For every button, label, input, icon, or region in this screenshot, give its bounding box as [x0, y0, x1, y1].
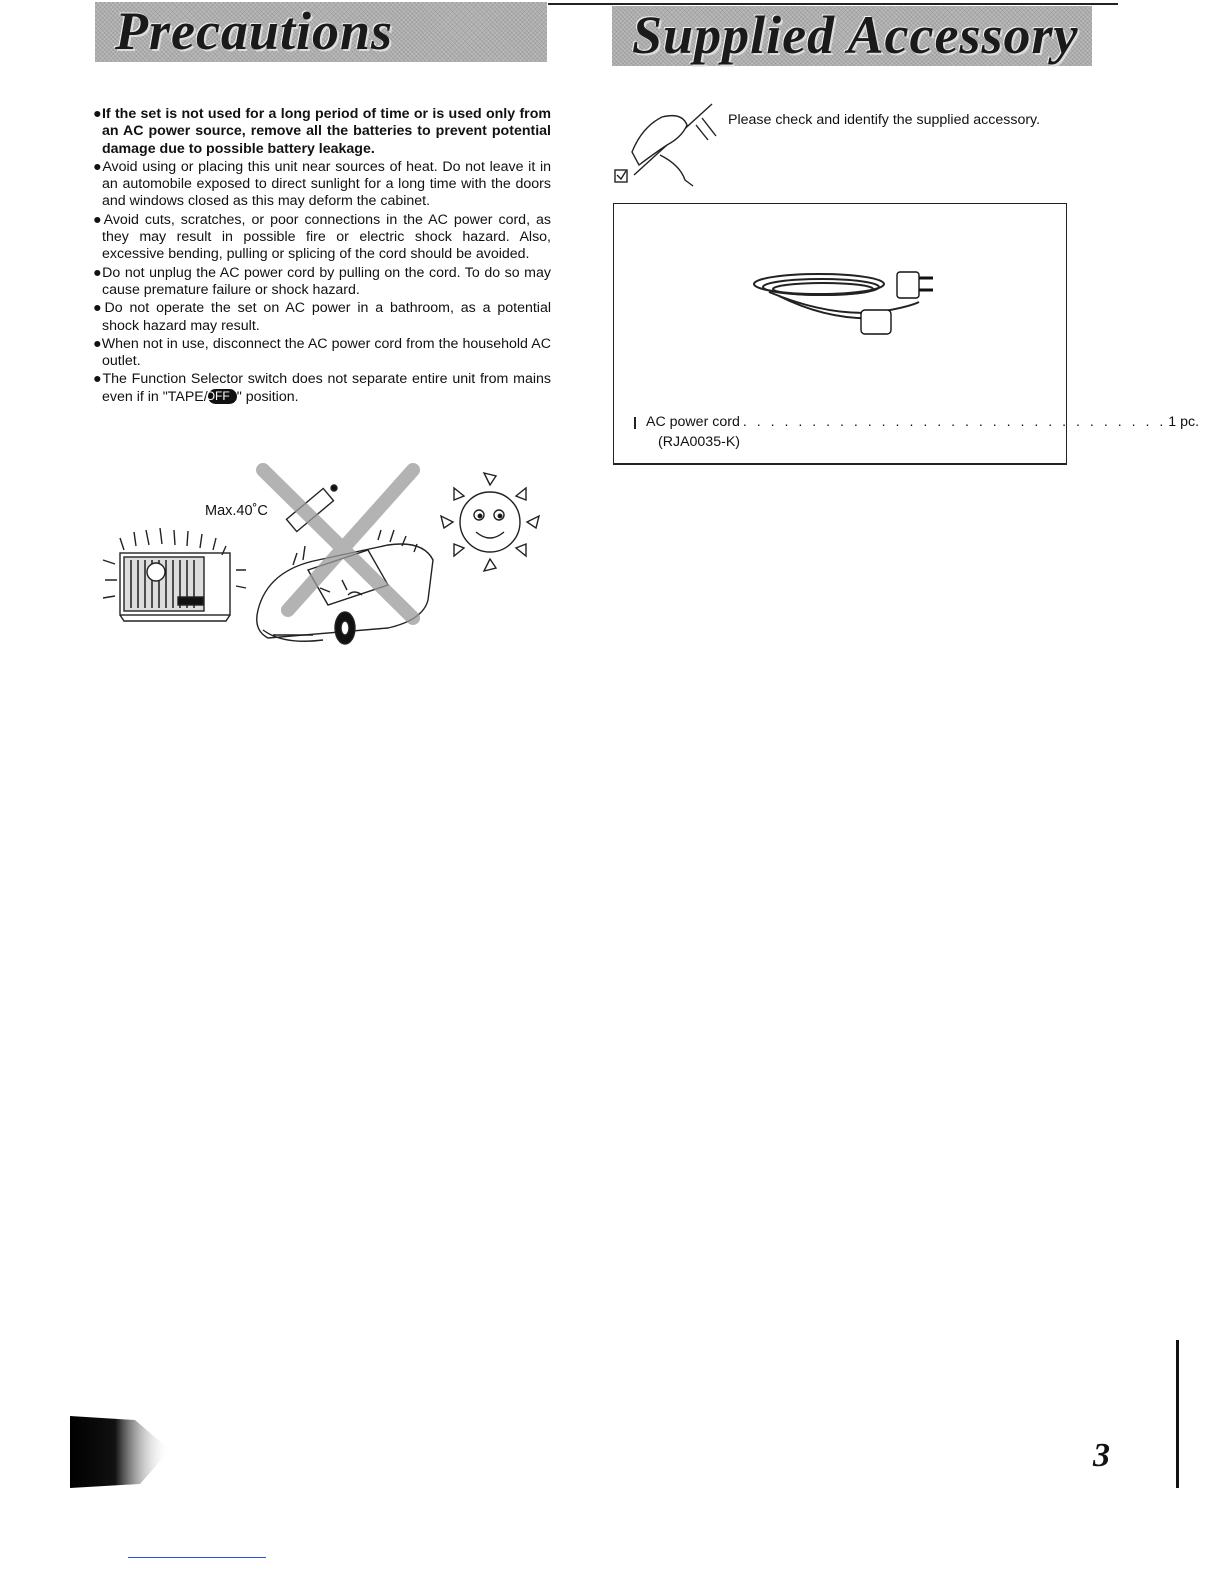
right-edge-rule	[1176, 1340, 1179, 1488]
precautions-banner	[95, 2, 547, 62]
accessory-item-row	[634, 414, 1200, 430]
max-temperature-label: Max.40˚C	[205, 503, 268, 519]
accessory-title: Supplied Accessory	[632, 5, 1079, 65]
accessory-box	[613, 203, 1200, 465]
precaution-item: ●When not in use, disconnect the AC power cord from the household AC outlet.	[93, 335, 551, 370]
precaution-item-selector: ●The Function Selector switch does not separate entire unit from mains even if in "TAPE/OFF " position.	[93, 371, 552, 405]
heater-radio-icon	[103, 528, 246, 621]
precaution-item: ●If the set is not used for a long period of time or is used only from an AC power source, remove all the batteries to prevent potential damage due to possible battery leakage.	[93, 106, 551, 157]
precaution-item: ●Do not operate the set on AC power in a bathroom, as a potential shock hazard may result.	[93, 300, 551, 334]
heat-warning-illustration	[98, 460, 548, 660]
page-number: 3	[1093, 1437, 1110, 1474]
sun-icon	[441, 473, 539, 571]
page-corner-arrow-icon	[70, 1412, 180, 1492]
accessory-part-number: (RJA0035-K)	[658, 434, 741, 450]
precautions-list	[93, 106, 551, 407]
precaution-item: ●Avoid cuts, scratches, or poor connections in the AC power cord, as they may result in possible fire or electric shock hazard. Also, excessive bending, pulling or splicing of the cord should be avoided.	[93, 211, 551, 263]
off-badge: OFF	[208, 389, 237, 404]
power-cord-icon	[749, 262, 949, 347]
leader-dots: . . . . . . . . . . . . . . . . . . . . . . . . . . . . . . .	[742, 414, 1167, 430]
accessory-item-qty: 1 pc.	[1168, 414, 1200, 430]
precaution-item: ●Do not unplug the AC power cord by pulling on the cord. To do so may cause premature failure or shock hazard.	[93, 264, 551, 298]
precautions-title: Precautions	[115, 1, 394, 61]
pen-check-icon	[612, 100, 722, 195]
bottom-link-underline	[128, 1557, 266, 1558]
accessory-item-name: AC power cord	[646, 414, 740, 430]
precaution-item: ●Avoid using or placing this unit near sources of heat. Do not leave it in an automobile exposed to direct sunlight for a long time with the doors and windows closed as this may deform the cabinet.	[93, 158, 552, 210]
accessory-banner	[612, 6, 1092, 66]
checkbox-icon	[634, 417, 636, 429]
accessory-intro: Please check and identify the supplied accessory.	[728, 112, 1041, 128]
